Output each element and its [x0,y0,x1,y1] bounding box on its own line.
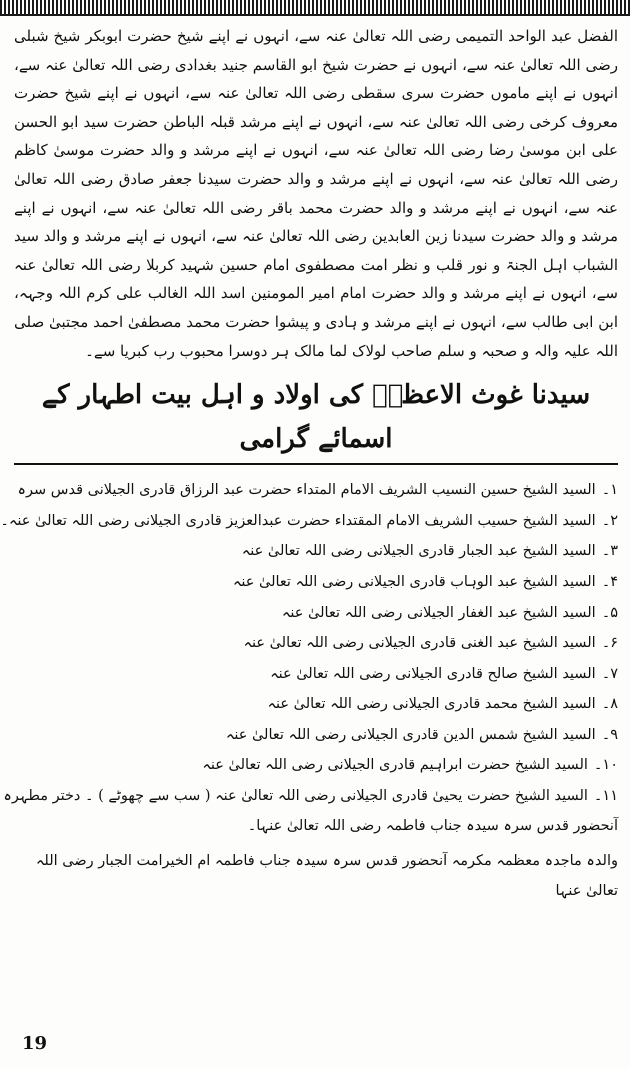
list-item-text: السید الشیخ محمد قادری الجیلانی رضی اللہ تعالیٰ عنہ [267,696,596,713]
closing-line: والدہ ماجدہ معظمہ مکرمہ آنحضور قدس سرہ سیدہ جناب فاطمہ ام الخیرامت الجبار رضی اللہ تعالیٰ عنہا [35,852,618,899]
list-item-number: ۳۔ [601,543,618,560]
decorative-top-border [0,0,630,16]
list-item-text: السید الشیخ شمس الدین قادری الجیلانی رضی اللہ تعالیٰ عنہ [225,726,596,743]
list-item-text: السید الشیخ حضرت یحییٰ قادری الجیلانی رضی اللہ تعالیٰ عنہ ( سب سے چھوٹے ) ۔ دختر مطہرہ [3,788,588,805]
list-item [14,750,618,781]
list-item-text: السید الشیخ عبد الغفار الجیلانی رضی اللہ تعالیٰ عنہ [281,604,596,621]
list-item-number: ۴۔ [601,573,618,590]
list-item [14,659,618,690]
list-item-text: السید الشیخ عبد الوہاب قادری الجیلانی رضی اللہ تعالیٰ عنہ [232,573,596,590]
list-item-number: ۲۔ [601,512,618,529]
list-item-number: ۸۔ [601,696,618,713]
page-number: 19 [22,1033,48,1054]
names-list [0,475,618,812]
list-item-number: ۶۔ [601,635,618,652]
list-item-number: ۷۔ [601,665,618,682]
list-item-text: السید الشیخ حسیب الشریف الامام المقتداء حضرت عبدالعزیز قادری الجیلانی رضی اللہ تعالیٰ عنہ۔ [0,512,596,529]
list-item-number: ۱۔ [601,482,618,499]
list-item [14,720,618,751]
list-item-number: ۵۔ [601,604,618,621]
list-item [14,475,618,506]
list-item-number: ۱۱۔ [593,788,618,805]
list-item-text: السید الشیخ حسین النسیب الشریف الامام المتداء حضرت عبد الرزاق قادری الجیلانی قدس سرہ [17,482,596,499]
list-item [14,598,618,629]
list-item [14,689,618,720]
list-item-text: السید الشیخ عبد الغنی قادری الجیلانی رضی اللہ تعالیٰ عنہ [243,635,596,652]
section-heading [14,373,618,465]
list-item-text: السید الشیخ صالح قادری الجیلانی رضی اللہ تعالیٰ عنہ [270,665,596,682]
list-item-text: السید الشیخ عبد الجبار قادری الجیلانی رضی اللہ تعالیٰ عنہ [241,543,596,560]
page-body [0,22,618,906]
list-item [0,506,618,537]
list-tail: آنحضور قدس سرہ سیدہ جناب فاطمہ رضی اللہ تعالیٰ عنہا۔ [247,817,618,834]
list-item-text: السید الشیخ حضرت ابراہیم قادری الجیلانی رضی اللہ تعالیٰ عنہ [202,757,588,774]
list-item [14,567,618,598]
list-item [3,781,618,812]
list-item-number: ۱۰۔ [593,757,618,774]
list-item [14,628,618,659]
intro-paragraph: الفضل عبد الواحد التمیمی رضی اللہ تعالیٰ عنہ سے، انہوں نے اپنے شیخ حضرت ابوبکر شیخ شبلی رضی اللہ تعالیٰ عنہ سے، انہوں نے حضرت شیخ ابو القاسم جنید بغدادی رضی اللہ تعالیٰ عنہ سے، انہوں نے اپنے ماموں حضرت سری سقطی رضی اللہ تعالیٰ عنہ سے، انہوں نے اپنے شیخ حضرت معروف کرخی رضی اللہ تعالیٰ عنہ سے، انہوں نے اپنے مرشد قبلہ الباطن حضرت سید ابو الحسن علی ابن موسیٰ رضا رضی اللہ تعالیٰ عنہ سے، انہوں نے اپنے مرشد و والد حضرت موسیٰ کاظم رضی اللہ تعالیٰ عنہ سے، انہوں نے اپنے مرشد و والد حضرت سیدنا جعفر صادق رضی اللہ تعالیٰ عنہ سے، انہوں نے اپنے مرشد و والد حضرت محمد باقر رضی اللہ تعالیٰ عنہ سے، انہوں نے اپنے مرشد و والد حضرت سیدنا زین العابدین رضی اللہ تعالیٰ عنہ سے، انہوں نے اپنے مرشد و والد سید الشباب اہل الجنۃ و نور قلب و نظر امت مصطفوی امام حسین شہید کربلا رضی اللہ تعالیٰ عنہ سے، انہوں نے اپنے مرشد و والد حضرت امام امیر المومنین اسد اللہ الغالب علی کرم اللہ وجہہ، ابن ابی طالب سے، انہوں نے اپنے مرشد و ہادی و پیشوا حضرت محمد مصطفیٰ احمد مجتبیٰ صلی اللہ علیہ والہ و صحبہ و سلم صاحب لولاک لما مالک ہر دوسرا محبوب رب کبریا سے۔ [14,27,618,360]
section-heading-text: سیدنا غوث الاعظمؓ کی اولاد و اہل بیت اطہار کے اسمائے گرامی [14,373,618,465]
list-item [14,536,618,567]
list-item-number: ۹۔ [601,726,618,743]
